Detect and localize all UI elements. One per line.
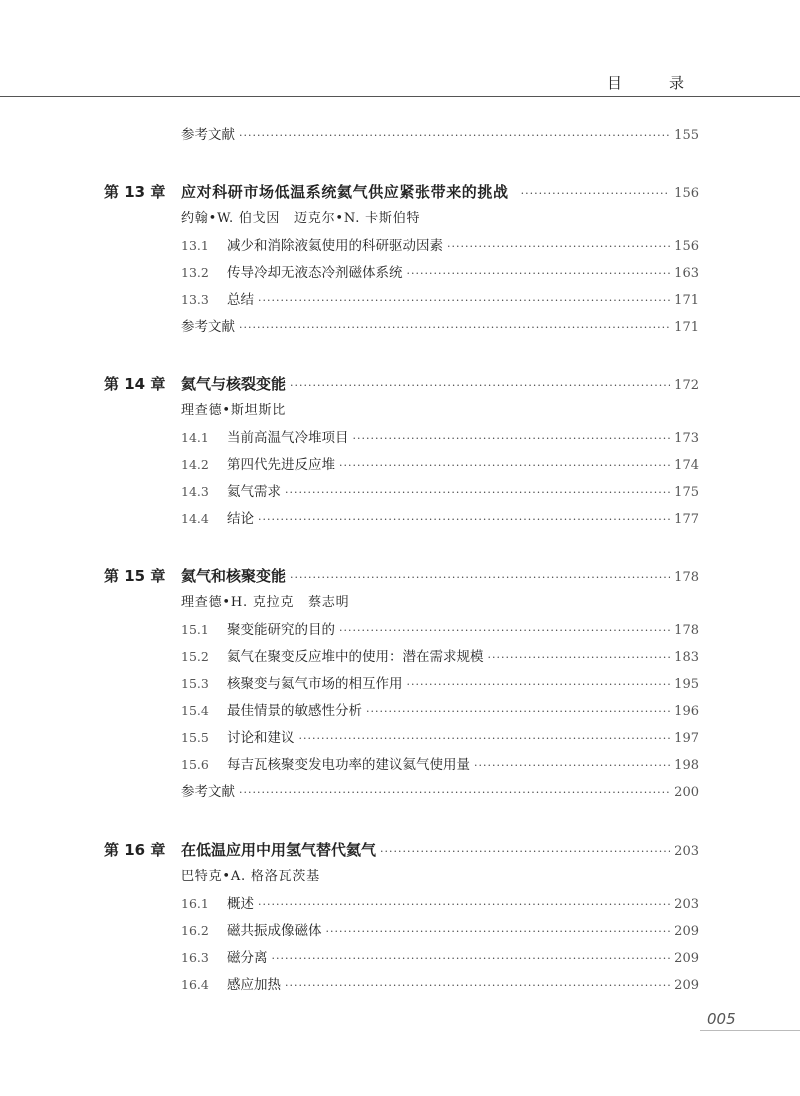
section-page: 198 bbox=[674, 758, 699, 773]
toc-entry-16-1[interactable] bbox=[0, 894, 800, 914]
section-number: 15.3 bbox=[181, 676, 209, 691]
dot-leader bbox=[380, 841, 670, 863]
section-title: 每吉瓦核聚变发电功率的建议氦气使用量 bbox=[227, 757, 470, 773]
entry-page: 155 bbox=[674, 128, 699, 143]
dot-leader bbox=[272, 949, 671, 969]
toc-entry-15-6[interactable] bbox=[0, 755, 800, 775]
chapter-label: 第 13 章 bbox=[104, 183, 166, 201]
authors: 理查德•H. 克拉克 蔡志明 bbox=[181, 595, 350, 610]
dot-leader bbox=[521, 183, 671, 205]
dot-leader bbox=[239, 126, 670, 146]
footer-rule bbox=[700, 1030, 800, 1031]
dot-leader bbox=[285, 976, 670, 996]
section-page: 209 bbox=[674, 924, 699, 939]
toc-entry-ch15-references[interactable] bbox=[0, 782, 800, 802]
section-title: 氦气在聚变反应堆中的使用：潜在需求规模 bbox=[227, 649, 484, 665]
section-number: 14.1 bbox=[181, 430, 209, 445]
dot-leader bbox=[366, 702, 670, 722]
section-page: 175 bbox=[674, 485, 699, 500]
section-title: 当前高温气冷堆项目 bbox=[227, 430, 349, 446]
chapter-page: 203 bbox=[674, 844, 699, 859]
section-number: 15.5 bbox=[181, 730, 209, 745]
entry-page: 171 bbox=[674, 320, 699, 335]
chapter-title: 氦气与核裂变能 bbox=[181, 375, 287, 393]
section-title: 核聚变与氦气市场的相互作用 bbox=[227, 676, 403, 692]
dot-leader bbox=[339, 456, 670, 476]
section-page: 209 bbox=[674, 978, 699, 993]
section-page: 197 bbox=[674, 731, 699, 746]
toc-entry-14-1[interactable] bbox=[0, 428, 800, 448]
authors: 巴特克•A. 格洛瓦茨基 bbox=[181, 869, 320, 884]
section-title: 聚变能研究的目的 bbox=[227, 622, 335, 638]
section-number: 16.2 bbox=[181, 923, 209, 938]
section-page: 203 bbox=[674, 897, 699, 912]
toc-chapter-16[interactable] bbox=[0, 839, 800, 861]
entry-title: 参考文献 bbox=[181, 127, 235, 143]
dot-leader bbox=[290, 375, 670, 397]
toc-entry-15-4[interactable] bbox=[0, 701, 800, 721]
toc-entry-15-3[interactable] bbox=[0, 674, 800, 694]
dot-leader bbox=[339, 621, 670, 641]
section-title: 总结 bbox=[227, 292, 254, 308]
toc-entry-14-3[interactable] bbox=[0, 482, 800, 502]
chapter-16-authors bbox=[0, 867, 800, 887]
toc-chapter-14[interactable] bbox=[0, 373, 800, 395]
dot-leader bbox=[239, 783, 670, 803]
section-title: 氦气需求 bbox=[227, 484, 281, 500]
section-page: 183 bbox=[674, 650, 699, 665]
dot-leader bbox=[353, 429, 671, 449]
entry-title: 参考文献 bbox=[181, 319, 235, 335]
section-number: 13.3 bbox=[181, 292, 209, 307]
section-title: 磁分离 bbox=[227, 950, 268, 966]
section-page: 177 bbox=[674, 512, 699, 527]
chapter-label: 第 14 章 bbox=[104, 375, 166, 393]
authors: 约翰•W. 伯戈因 迈克尔•N. 卡斯伯特 bbox=[181, 211, 421, 226]
header-rule bbox=[0, 96, 800, 97]
section-page: 156 bbox=[674, 239, 699, 254]
dot-leader bbox=[447, 237, 670, 257]
chapter-title: 应对科研市场低温系统氦气供应紧张带来的挑战 bbox=[181, 183, 509, 201]
section-title: 概述 bbox=[227, 896, 254, 912]
section-title: 讨论和建议 bbox=[227, 730, 295, 746]
dot-leader bbox=[290, 567, 670, 589]
section-title: 磁共振成像磁体 bbox=[227, 923, 322, 939]
toc-entry-15-1[interactable] bbox=[0, 620, 800, 640]
toc-chapter-13[interactable] bbox=[0, 181, 800, 203]
section-number: 14.3 bbox=[181, 484, 209, 499]
section-title: 最佳情景的敏感性分析 bbox=[227, 703, 362, 719]
section-page: 196 bbox=[674, 704, 699, 719]
section-number: 15.1 bbox=[181, 622, 209, 637]
toc-entry-16-3[interactable] bbox=[0, 948, 800, 968]
toc-entry-13-1[interactable] bbox=[0, 236, 800, 256]
chapter-label: 第 16 章 bbox=[104, 841, 166, 859]
section-number: 15.2 bbox=[181, 649, 209, 664]
chapter-title: 在低温应用中用氢气替代氦气 bbox=[181, 841, 377, 859]
dot-leader bbox=[258, 895, 670, 915]
chapter-13-authors bbox=[0, 209, 800, 229]
dot-leader bbox=[474, 756, 670, 776]
section-title: 第四代先进反应堆 bbox=[227, 457, 335, 473]
dot-leader bbox=[239, 318, 670, 338]
dot-leader bbox=[299, 729, 671, 749]
toc-entry-15-5[interactable] bbox=[0, 728, 800, 748]
chapter-label: 第 15 章 bbox=[104, 567, 166, 585]
toc-entry-15-2[interactable] bbox=[0, 647, 800, 667]
section-number: 13.1 bbox=[181, 238, 209, 253]
section-page: 171 bbox=[674, 293, 699, 308]
dot-leader bbox=[326, 922, 671, 942]
section-page: 178 bbox=[674, 623, 699, 638]
section-number: 14.2 bbox=[181, 457, 209, 472]
entry-title: 参考文献 bbox=[181, 784, 235, 800]
authors: 理查德•斯坦斯比 bbox=[181, 403, 287, 418]
chapter-15-authors bbox=[0, 593, 800, 613]
dot-leader bbox=[258, 510, 670, 530]
section-title: 感应加热 bbox=[227, 977, 281, 993]
dot-leader bbox=[407, 675, 671, 695]
section-page: 163 bbox=[674, 266, 699, 281]
entry-page: 200 bbox=[674, 785, 699, 800]
toc-entry-ch12-references[interactable] bbox=[0, 125, 800, 145]
toc-entry-14-4[interactable] bbox=[0, 509, 800, 529]
dot-leader bbox=[258, 291, 670, 311]
toc-entry-ch13-references[interactable] bbox=[0, 317, 800, 337]
page-folio: 005 bbox=[707, 1010, 736, 1028]
toc-entry-16-4[interactable] bbox=[0, 975, 800, 995]
toc-entry-14-2[interactable] bbox=[0, 455, 800, 475]
section-title: 传导冷却无液态冷剂磁体系统 bbox=[227, 265, 403, 281]
chapter-title: 氦气和核聚变能 bbox=[181, 567, 287, 585]
toc-entry-16-2[interactable] bbox=[0, 921, 800, 941]
section-number: 14.4 bbox=[181, 511, 209, 526]
chapter-page: 178 bbox=[674, 570, 699, 585]
section-number: 15.4 bbox=[181, 703, 209, 718]
section-number: 13.2 bbox=[181, 265, 209, 280]
section-title: 结论 bbox=[227, 511, 254, 527]
section-page: 173 bbox=[674, 431, 699, 446]
section-title: 减少和消除液氦使用的科研驱动因素 bbox=[227, 238, 443, 254]
chapter-page: 156 bbox=[674, 186, 699, 201]
section-page: 174 bbox=[674, 458, 699, 473]
section-page: 195 bbox=[674, 677, 699, 692]
dot-leader bbox=[407, 264, 671, 284]
dot-leader bbox=[285, 483, 670, 503]
toc-chapter-15[interactable] bbox=[0, 565, 800, 587]
section-number: 15.6 bbox=[181, 757, 209, 772]
toc-entry-13-2[interactable] bbox=[0, 263, 800, 283]
chapter-page: 172 bbox=[674, 378, 699, 393]
section-page: 209 bbox=[674, 951, 699, 966]
section-number: 16.4 bbox=[181, 977, 209, 992]
chapter-14-authors bbox=[0, 401, 800, 421]
dot-leader bbox=[488, 648, 671, 668]
section-number: 16.3 bbox=[181, 950, 209, 965]
section-number: 16.1 bbox=[181, 896, 209, 911]
toc-entry-13-3[interactable] bbox=[0, 290, 800, 310]
running-header-title: 目 录 bbox=[606, 74, 700, 92]
